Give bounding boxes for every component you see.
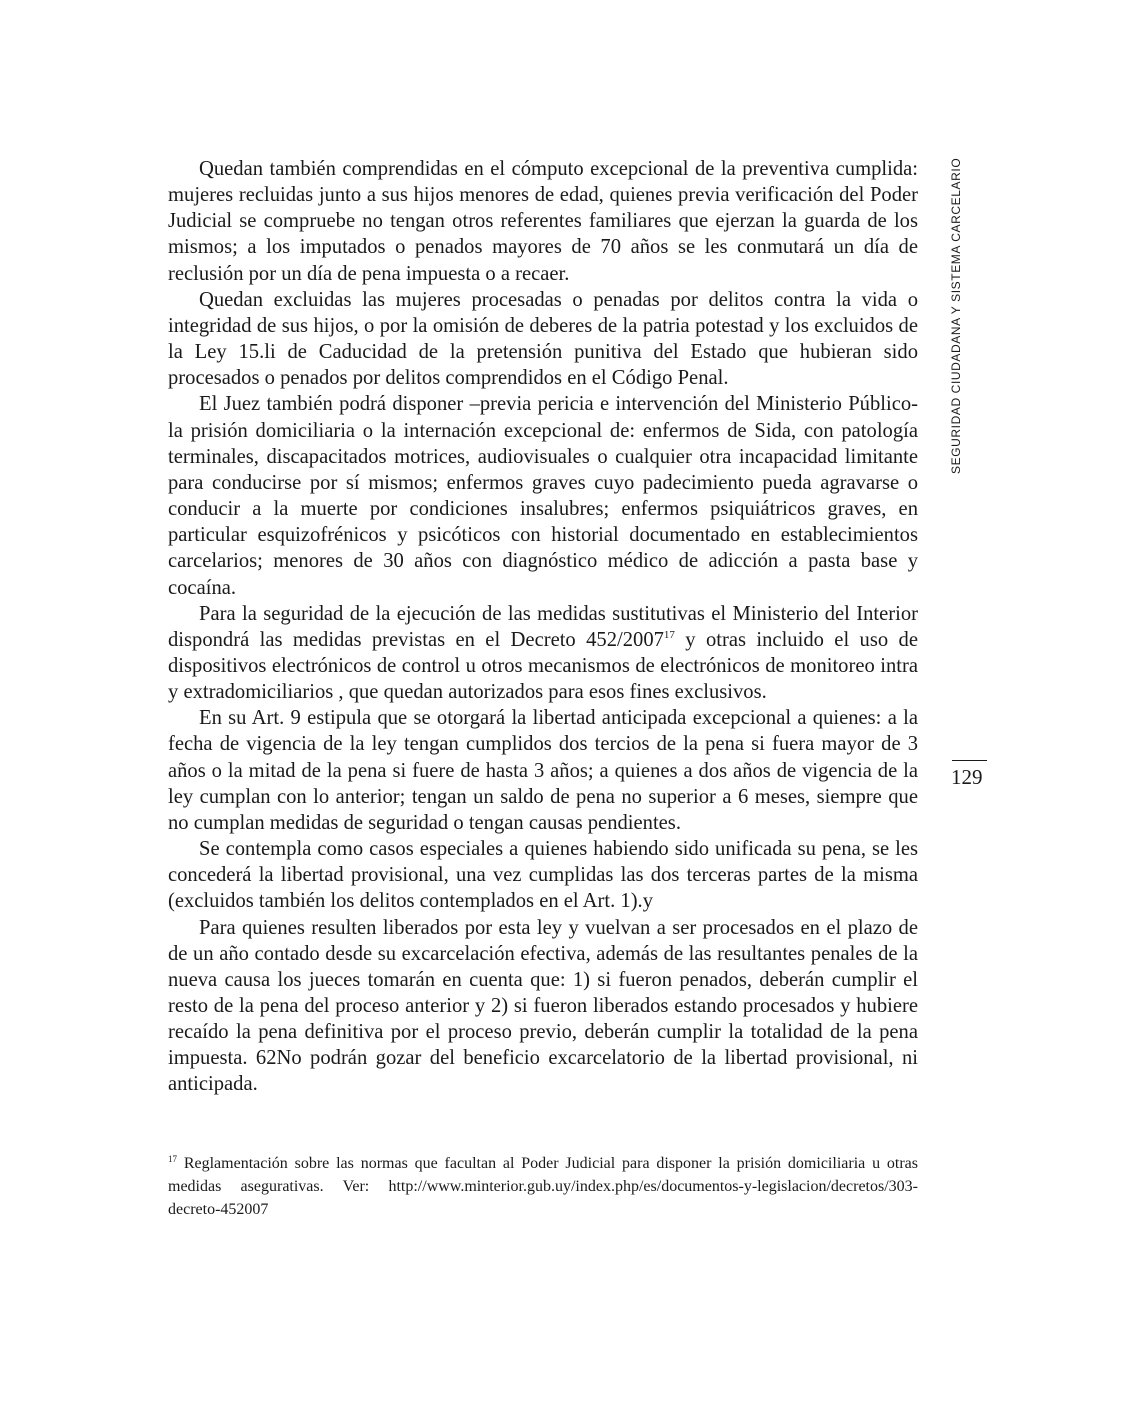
paragraph-4-text-before: Para la seguridad de la ejecución de las medidas sustitutivas el Ministerio del Interior dispondrá las medidas previstas en el Decreto 452/2007 <box>168 602 918 651</box>
paragraph-6: Se contempla como casos especiales a quienes habiendo sido unificada su pena, se les concederá la libertad provisional, una vez cumplidas las dos terceras partes de la misma (excluidos también los delitos contemplados en el Art. 1).y <box>168 838 918 913</box>
page-number-rule <box>952 760 987 761</box>
page-number: 129 <box>951 765 983 789</box>
paragraph-5: En su Art. 9 estipula que se otorgará la libertad anticipada excepcional a quienes: a la fecha de vigencia de la ley tengan cumplidos dos tercios de la pena si fuera mayor de 3 años o la mitad de la pena si fuere de hasta 3 años; a quienes a dos años de vigencia de la ley cumplan con lo anterior; tengan un saldo de pena no superior a 6 meses, siempre que no cumplan medidas de seguridad o tengan causas pendientes. <box>168 707 918 834</box>
paragraph-2: Quedan excluidas las mujeres procesadas o penadas por delitos contra la vida o integridad de sus hijos, o por la omisión de deberes de la patria potestad y los excluidos de la Ley 15.li de Caducidad de la pretensión punitiva del Estado que hubieran sido procesados o penados por delitos comprendidos en el Código Penal. <box>168 288 918 390</box>
footnote-text: Reglamentación sobre las normas que facultan al Poder Judicial para disponer la prisión domiciliaria u otras medidas asegurativas. Ver: http://www.minterior.gub.uy/index.php/es/documentos-y-legislacion/decretos/303-decreto-452007 <box>168 1155 918 1218</box>
paragraph-4-text-after: y otras incluido el uso de dispositivos electrónicos de control u otros mecanismos de electrónicos de monitoreo intra y extradomiciliarios , que quedan autorizados para esos fines exclusivos. <box>168 628 918 704</box>
paragraph-1: Quedan también comprendidas en el cómputo excepcional de la preventiva cumplida: mujeres recluidas junto a sus hijos menores de edad, quienes previa verificación del Poder Judicial se compruebe no tengan otros referentes familiares que ejerzan la guarda de los mismos; a los imputados o penados mayores de 70 años se les conmutará un día de reclusión por un día de pena impuesta o a recaer. <box>168 158 918 285</box>
paragraph-4 <box>168 601 918 706</box>
footnote <box>168 1152 918 1221</box>
running-head: SEGURIDAD CIUDADANA Y SISTEMA CARCELARIO <box>949 157 963 474</box>
footnote-reference[interactable]: 17 <box>663 628 675 641</box>
paragraph-7: Para quienes resulten liberados por esta ley y vuelvan a ser procesados en el plazo de de un año contado desde su excarcelación efectiva, además de las resultantes penales de la nueva causa los jueces tomarán en cuenta que: 1) si fueron penados, deberán cumplir el resto de la pena del proceso anterior y 2) si fueron liberados estando procesados y hubiere recaído la pena definitiva por el proceso previo, deberán cumplir la totalidad de la pena impuesta. 62No podrán gozar del beneficio excarcelatorio de la libertad provisional, ni anticipada. <box>168 916 918 1096</box>
main-text <box>168 156 918 1098</box>
footnote-number: 17 <box>168 1154 177 1164</box>
paragraph-3: El Juez también podrá disponer –previa pericia e intervención del Ministerio Público- la prisión domiciliaria o la internación excepcional de: enfermos de Sida, con patología terminales, discapacitados motrices, audiovisuales o cualquier otra incapacidad limitante para conducirse por sí mismos; enfermos graves cuyo padecimiento pueda agravarse o conducir a la muerte por condiciones insalubres; enfermos psiquiátricos graves, en particular esquizofrénicos y psicóticos con historial documentado en establecimientos carcelarios; menores de 30 años con diagnóstico médico de adicción a pasta base y cocaína. <box>168 393 918 599</box>
